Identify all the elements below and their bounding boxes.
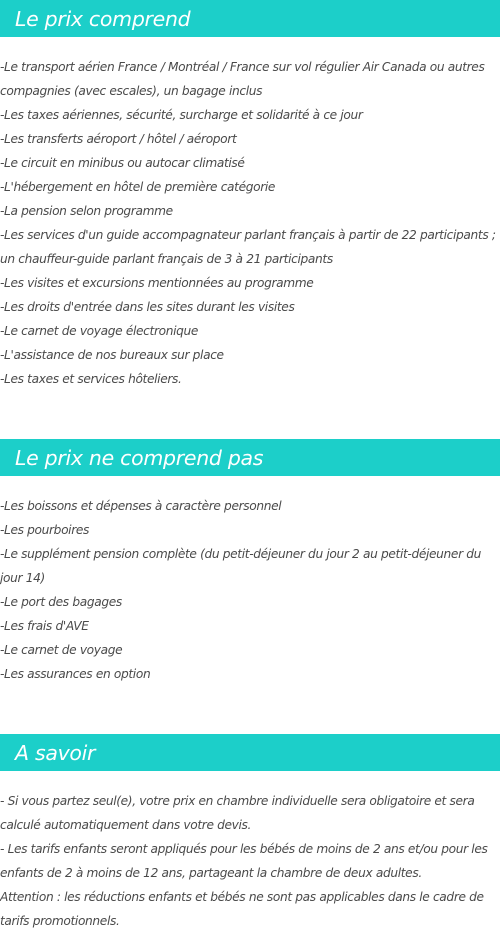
- list-item: -Le port des bagages: [0, 595, 122, 609]
- section-title: A savoir: [15, 740, 96, 765]
- list-item: -L'assistance de nos bureaux sur place: [0, 348, 224, 362]
- list-item: -Les frais d'AVE: [0, 619, 89, 633]
- list-item: Attention : les réductions enfants et bébés ne sont pas applicables dans le cadre de tarifs promotionnels.: [0, 890, 484, 928]
- section-good-to-know: [0, 734, 500, 933]
- list-item: -Les transferts aéroport / hôtel / aéroport: [0, 132, 237, 146]
- list-item: -Le carnet de voyage électronique: [0, 324, 199, 338]
- list-item: -La pension selon programme: [0, 204, 173, 218]
- list-item: -Le transport aérien France / Montréal / France sur vol régulier Air Canada ou autres compagnies (avec escales), un bagage inclus: [0, 60, 485, 98]
- list-item: -Les boissons et dépenses à caractère personnel: [0, 499, 282, 513]
- section-title: Le prix ne comprend pas: [15, 445, 264, 470]
- included-list: [0, 55, 500, 391]
- info-list: [0, 789, 500, 933]
- list-item: -Les pourboires: [0, 523, 90, 537]
- list-item: -Les services d'un guide accompagnateur parlant français à partir de 22 participants ; un chauffeur-guide parlant français de 3 à 21 participants: [0, 228, 496, 266]
- excluded-list: [0, 494, 500, 686]
- list-item: -Les assurances en option: [0, 667, 151, 681]
- list-item: - Si vous partez seul(e), votre prix en chambre individuelle sera obligatoire et sera calculé automatiquement dans votre devis.: [0, 794, 475, 832]
- section-price-excludes: [0, 439, 500, 686]
- list-item: - Les tarifs enfants seront appliqués pour les bébés de moins de 2 ans et/ou pour les enfants de 2 à moins de 12 ans, partageant la chambre de deux adultes.: [0, 842, 488, 880]
- list-item: -Les taxes aériennes, sécurité, surcharge et solidarité à ce jour: [0, 108, 363, 122]
- list-item: -Les visites et excursions mentionnées au programme: [0, 276, 314, 290]
- list-item: -Le circuit en minibus ou autocar climatisé: [0, 156, 245, 170]
- section-banner: [0, 734, 500, 771]
- section-price-includes: [0, 0, 500, 391]
- list-item: -L'hébergement en hôtel de première catégorie: [0, 180, 276, 194]
- section-banner: [0, 439, 500, 476]
- list-item: -Les droits d'entrée dans les sites durant les visites: [0, 300, 295, 314]
- list-item: -Le supplément pension complète (du petit-déjeuner du jour 2 au petit-déjeuner du jour 14): [0, 547, 482, 585]
- list-item: -Le carnet de voyage: [0, 643, 123, 657]
- section-title: Le prix comprend: [15, 6, 191, 31]
- list-item: -Les taxes et services hôteliers.: [0, 372, 182, 386]
- section-banner: [0, 0, 500, 37]
